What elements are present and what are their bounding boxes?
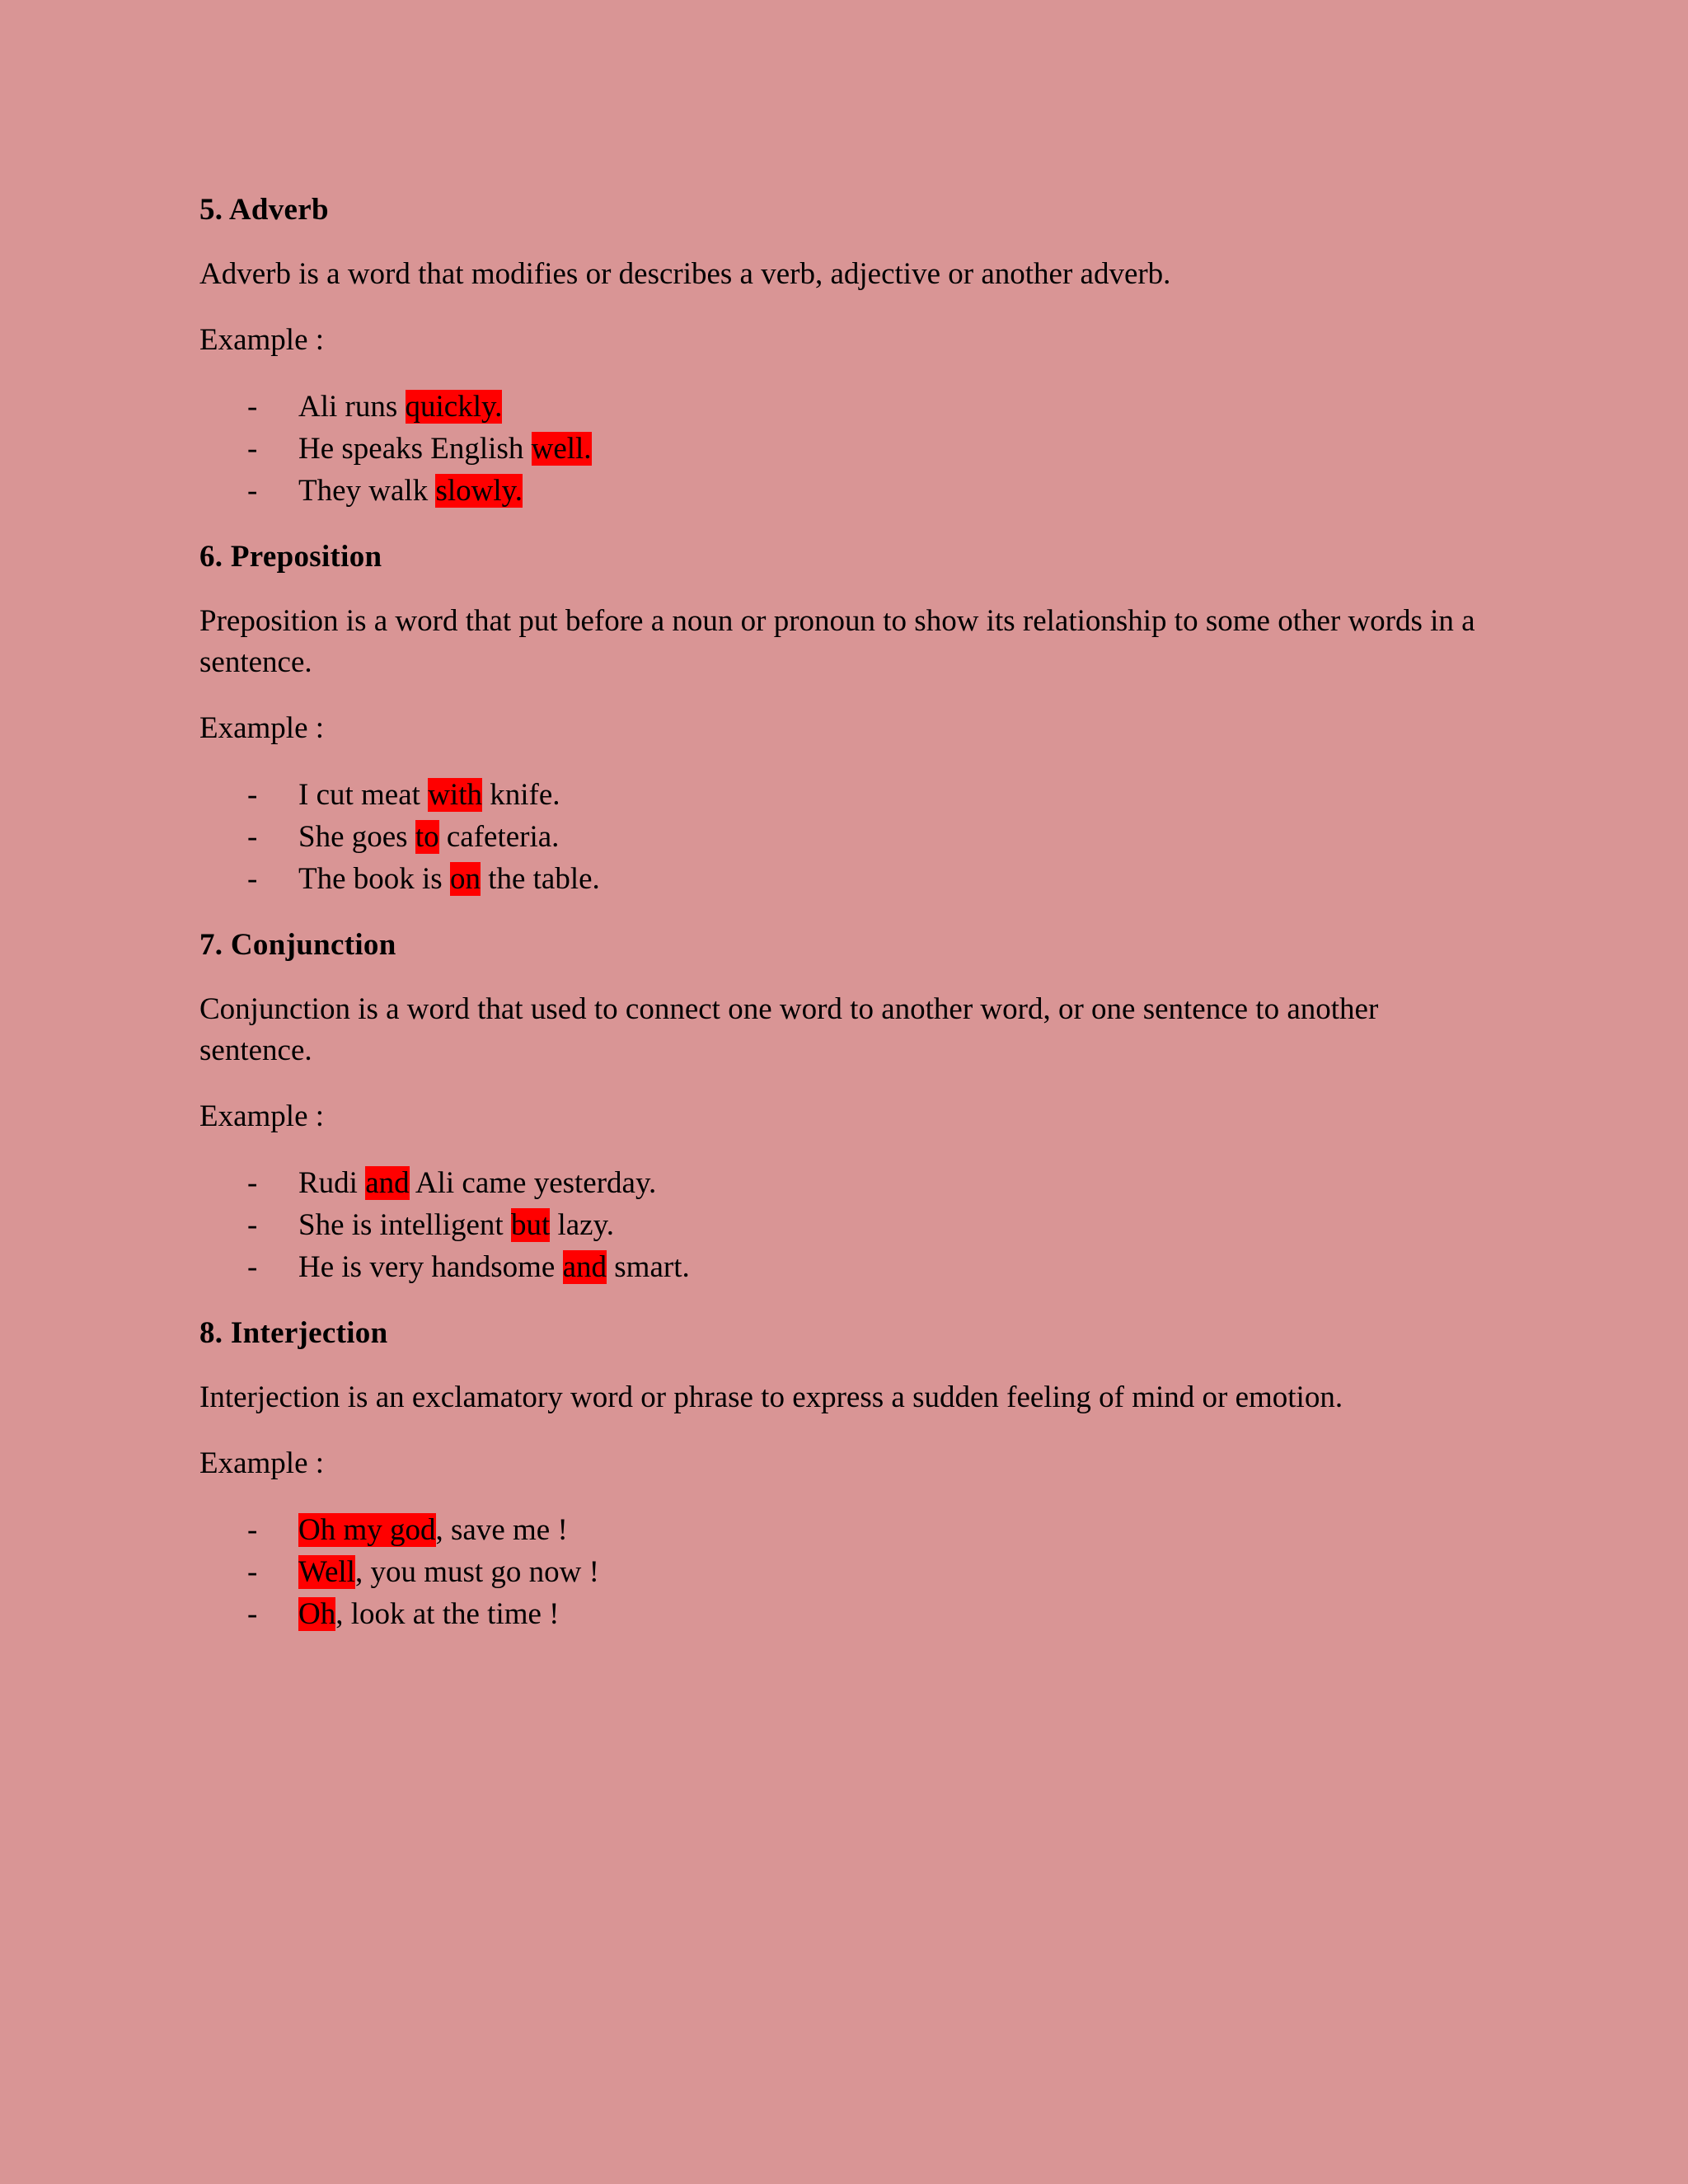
section-interjection xyxy=(199,1313,1485,1635)
bullet-dash: - xyxy=(247,1597,258,1631)
example-text: The book is xyxy=(298,862,450,896)
example-text: He speaks English xyxy=(298,432,532,466)
example-item xyxy=(199,428,1485,470)
highlighted-word: on xyxy=(449,862,481,896)
bullet-dash: - xyxy=(247,390,258,424)
example-list xyxy=(199,1509,1485,1635)
example-item xyxy=(199,1551,1485,1593)
section-heading: 6. Preposition xyxy=(199,540,382,574)
highlighted-word: to xyxy=(415,820,439,854)
section-definition: Adverb is a word that modifies or describes a verb, adjective or another adverb. xyxy=(199,257,1171,291)
section-heading: 5. Adverb xyxy=(199,193,329,227)
section-heading: 8. Interjection xyxy=(199,1316,388,1350)
example-text: She is intelligent xyxy=(298,1208,511,1242)
example-item xyxy=(199,858,1485,900)
example-item xyxy=(199,1593,1485,1635)
example-item xyxy=(199,470,1485,512)
document-content xyxy=(199,190,1485,1660)
example-item xyxy=(199,1204,1485,1246)
highlighted-word: with xyxy=(428,778,482,812)
example-text: Rudi xyxy=(298,1166,366,1200)
highlighted-word: but xyxy=(510,1208,551,1242)
section-adverb xyxy=(199,190,1485,512)
highlighted-word: slowly. xyxy=(435,474,523,508)
section-definition: Interjection is an exclamatory word or phrase to express a sudden feeling of mind or emotion. xyxy=(199,1380,1343,1414)
highlighted-word: and xyxy=(365,1166,410,1200)
highlighted-word: and xyxy=(562,1250,607,1284)
bullet-dash: - xyxy=(247,474,258,508)
example-text: the table. xyxy=(480,862,600,896)
highlighted-word: Oh xyxy=(298,1597,336,1631)
example-item xyxy=(199,816,1485,858)
example-text: knife. xyxy=(481,778,560,812)
bullet-dash: - xyxy=(247,862,258,896)
section-definition: Preposition is a word that put before a noun or pronoun to show its relationship to some other words in a sentence. xyxy=(199,604,1475,679)
section-heading: 7. Conjunction xyxy=(199,928,396,962)
bullet-dash: - xyxy=(247,1555,258,1589)
example-text: smart. xyxy=(607,1250,690,1284)
example-label: Example : xyxy=(199,323,325,357)
highlighted-word: Well xyxy=(298,1555,355,1589)
example-label: Example : xyxy=(199,1446,325,1480)
example-text: She goes xyxy=(298,820,415,854)
bullet-dash: - xyxy=(247,778,258,812)
bullet-dash: - xyxy=(247,820,258,854)
example-label: Example : xyxy=(199,1099,325,1133)
example-list xyxy=(199,386,1485,512)
highlighted-word: Oh my god xyxy=(298,1513,436,1547)
example-text: cafeteria. xyxy=(438,820,560,854)
example-text: Ali runs xyxy=(298,390,406,424)
example-text: He is very handsome xyxy=(298,1250,563,1284)
section-conjunction xyxy=(199,925,1485,1288)
example-item xyxy=(199,1246,1485,1288)
section-definition: Conjunction is a word that used to connect one word to another word, or one sentence to another sentence. xyxy=(199,992,1379,1067)
example-list xyxy=(199,774,1485,900)
example-text: , you must go now ! xyxy=(354,1555,599,1589)
example-item xyxy=(199,1509,1485,1551)
example-list xyxy=(199,1162,1485,1288)
example-text: , save me ! xyxy=(435,1513,568,1547)
example-item xyxy=(199,1162,1485,1204)
example-text: lazy. xyxy=(550,1208,614,1242)
example-label: Example : xyxy=(199,711,325,745)
example-item xyxy=(199,774,1485,816)
example-text: , look at the time ! xyxy=(335,1597,560,1631)
example-text: I cut meat xyxy=(298,778,429,812)
highlighted-word: well. xyxy=(531,432,592,466)
example-text: Ali came yesterday. xyxy=(409,1166,657,1200)
bullet-dash: - xyxy=(247,1250,258,1284)
section-preposition xyxy=(199,537,1485,900)
example-item xyxy=(199,386,1485,428)
bullet-dash: - xyxy=(247,432,258,466)
example-text: They walk xyxy=(298,474,436,508)
bullet-dash: - xyxy=(247,1208,258,1242)
bullet-dash: - xyxy=(247,1166,258,1200)
bullet-dash: - xyxy=(247,1513,258,1547)
highlighted-word: quickly. xyxy=(405,390,503,424)
